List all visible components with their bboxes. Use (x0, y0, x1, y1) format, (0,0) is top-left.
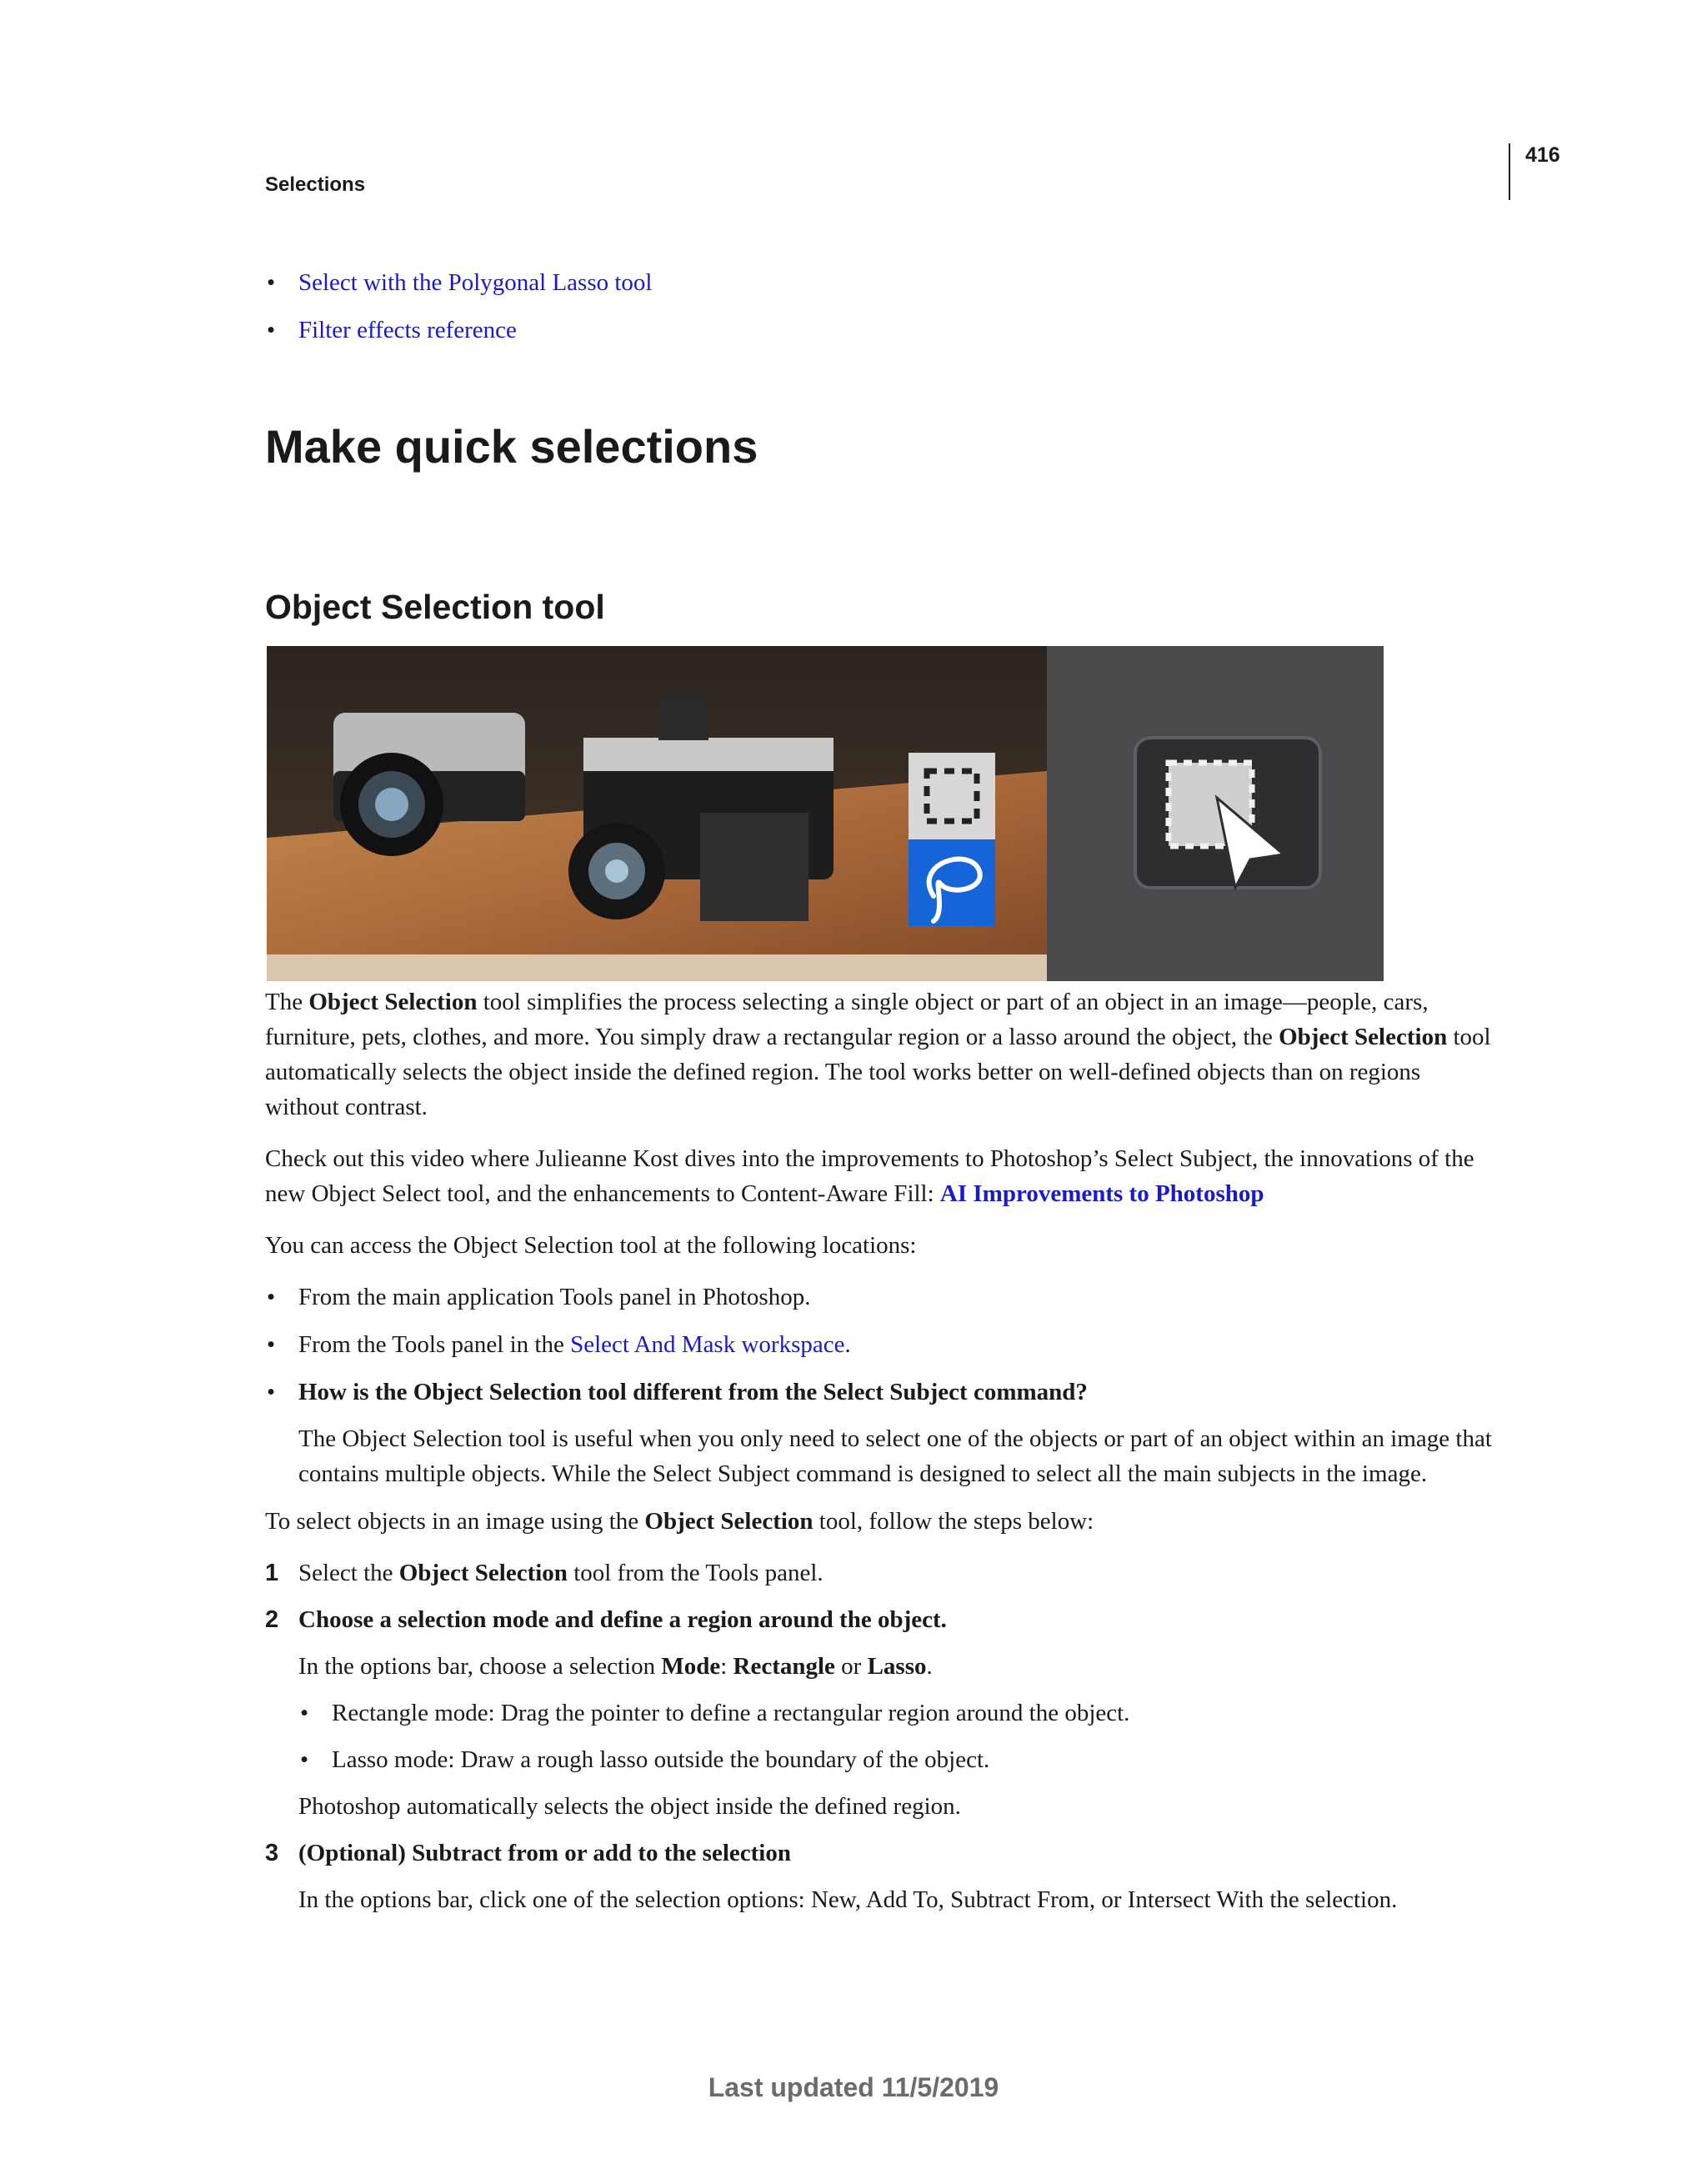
mode-list (298, 1696, 1499, 1777)
faq-question: How is the Object Selection tool different from the Select Subject command? (298, 1379, 1088, 1405)
step-heading: Choose a selection mode and define a region around the object. (298, 1606, 947, 1633)
term-object-selection: Object Selection (644, 1508, 813, 1535)
text: tool automatically selects the object inside the defined region. The tool works better on well-defined objects than on regions without contrast. (265, 1024, 1491, 1120)
video-paragraph (265, 1141, 1499, 1211)
step-number: 3 (265, 1840, 279, 1866)
step-number: 2 (265, 1606, 279, 1633)
text: tool, follow the steps below: (813, 1508, 1094, 1535)
steps-list (265, 1555, 1499, 1917)
header-rule (1509, 143, 1510, 200)
steps-intro (265, 1504, 1499, 1539)
term-object-selection: Object Selection (398, 1560, 568, 1586)
text: The (265, 989, 309, 1015)
intro-paragraph (265, 984, 1499, 1125)
footer-last-updated: Last updated 11/5/2019 (708, 2072, 999, 2102)
text: or (834, 1653, 868, 1680)
access-intro: You can access the Object Selection tool at the following locations: (265, 1232, 917, 1259)
section-title: Object Selection tool (265, 588, 605, 626)
link-filter-effects[interactable]: Filter effects reference (298, 317, 517, 343)
section-label: Selections (265, 173, 366, 196)
step-2 (265, 1602, 1499, 1824)
text: . (844, 1331, 851, 1358)
page-title: Make quick selections (265, 420, 758, 473)
lasso-mode-icon (909, 839, 995, 926)
step-1 (265, 1555, 1499, 1590)
text: In the options bar, choose a selection (298, 1653, 662, 1680)
list-item (265, 1327, 1499, 1362)
step-text: In the options bar, click one of the selection options: New, Add To, Subtract From, or Intersect With the selection. (298, 1886, 1398, 1913)
list-item (265, 1280, 1499, 1315)
faq-answer: The Object Selection tool is useful when you only need to select one of the objects or part of an object within an image that contains multiple objects. While the Select Subject command is designed to select all the main subjects in the image. (298, 1425, 1492, 1487)
step-3 (265, 1836, 1499, 1917)
text: tool from the Tools panel. (567, 1560, 823, 1586)
link-select-and-mask[interactable]: Select And Mask workspace (570, 1331, 845, 1358)
list-item: • Rectangle mode: Drag the pointer to define a rectangular region around the object. (298, 1696, 1499, 1731)
term-lasso: Lasso (867, 1653, 927, 1680)
link-ai-improvements[interactable]: AI Improvements to Photoshop (939, 1180, 1264, 1207)
page-content (265, 265, 1499, 1929)
term-mode: Mode (661, 1653, 721, 1680)
list-item: • Lasso mode: Draw a rough lasso outside the boundary of the object. (298, 1742, 1499, 1777)
rectangle-mode-icon (909, 753, 995, 839)
text: From the main application Tools panel in Photoshop. (298, 1284, 811, 1310)
text: From the Tools panel in the (298, 1331, 571, 1358)
step-number: 1 (265, 1560, 279, 1586)
list-item (265, 313, 1499, 348)
term-object-selection: Object Selection (1279, 1024, 1448, 1050)
text: . (926, 1653, 933, 1680)
term-object-selection: Object Selection (308, 989, 478, 1015)
text: tool simplifies the process selecting a single object or part of an object in an image—people, cars, furniture, pets, clothes, and more. You simply draw a rectangular region or a lasso around the object, the (265, 989, 1429, 1050)
link-polygonal-lasso[interactable]: Select with the Polygonal Lasso tool (298, 269, 653, 296)
term-rectangle: Rectangle (733, 1653, 835, 1680)
object-selection-illustration (267, 646, 1384, 981)
camera-photo-illustration (267, 646, 1384, 981)
page-number: 416 (1525, 143, 1560, 167)
object-selection-tool-icon (1135, 738, 1320, 888)
text: Check out this video where Julieanne Kost dives into the improvements to Photoshop’s Select Subject, the innovations of the new Object Select tool, and the enhancements to Content-Aware Fill: (265, 1145, 1474, 1207)
list-item (265, 265, 1499, 300)
access-list (265, 1280, 1499, 1491)
text: To select objects in an image using the (265, 1508, 645, 1535)
related-links (265, 265, 1499, 348)
step-note: Photoshop automatically selects the object inside the defined region. (298, 1793, 961, 1820)
text: : (720, 1653, 733, 1680)
step-heading: (Optional) Subtract from or add to the selection (298, 1840, 791, 1866)
text: Select the (298, 1560, 399, 1586)
list-item (265, 1375, 1499, 1491)
